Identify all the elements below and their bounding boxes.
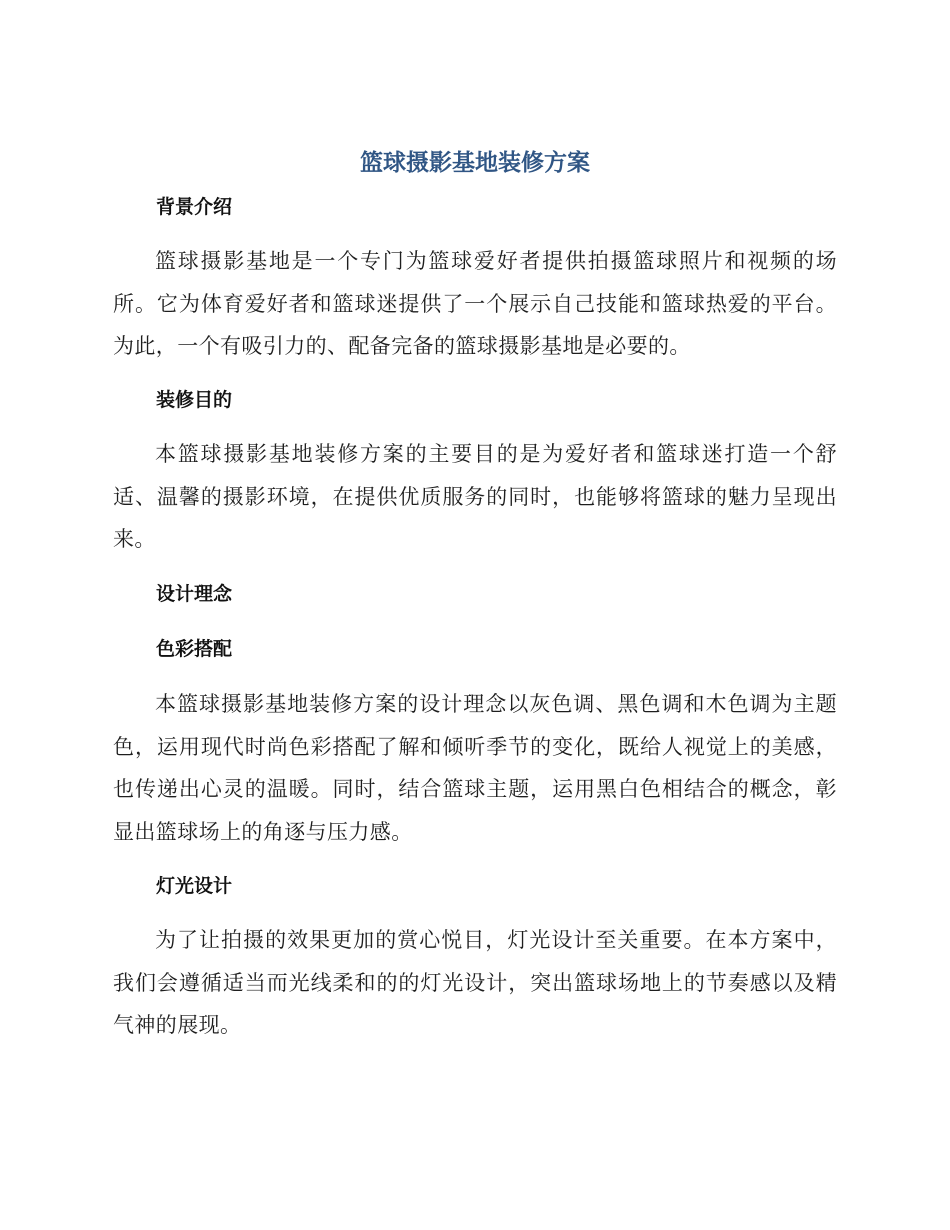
- section-heading-color-scheme: 色彩搭配: [156, 638, 233, 660]
- section-heading-lighting: 灯光设计: [156, 875, 233, 897]
- section-heading-design-concept: 设计理念: [156, 583, 233, 605]
- document-title: 篮球摄影基地装修方案: [360, 150, 590, 176]
- section-body-lighting: 为了让拍摄的效果更加的赏心悦目，灯光设计至关重要。在本方案中，我们会遵循适当而光线柔和的的灯光设计，突出篮球场地上的节奏感以及精气神的展现。: [113, 928, 837, 1037]
- section-body-purpose: 本篮球摄影基地装修方案的主要目的是为爱好者和篮球迷打造一个舒适、温馨的摄影环境，在提供优质服务的同时，也能够将篮球的魅力呈现出来。: [113, 442, 837, 551]
- section-body-color-scheme: 本篮球摄影基地装修方案的设计理念以灰色调、黑色调和木色调为主题色，运用现代时尚色彩搭配了解和倾听季节的变化，既给人视觉上的美感，也传递出心灵的温暖。同时，结合篮球主题，运用黑白色相结合的概念，彰显出篮球场上的角逐与压力感。: [113, 692, 837, 844]
- section-heading-background: 背景介绍: [156, 196, 233, 218]
- section-body-background: 篮球摄影基地是一个专门为篮球爱好者提供拍摄篮球照片和视频的场所。它为体育爱好者和篮球迷提供了一个展示自己技能和篮球热爱的平台。为此，一个有吸引力的、配备完备的篮球摄影基地是必要的。: [113, 249, 837, 358]
- section-heading-purpose: 装修目的: [156, 389, 233, 411]
